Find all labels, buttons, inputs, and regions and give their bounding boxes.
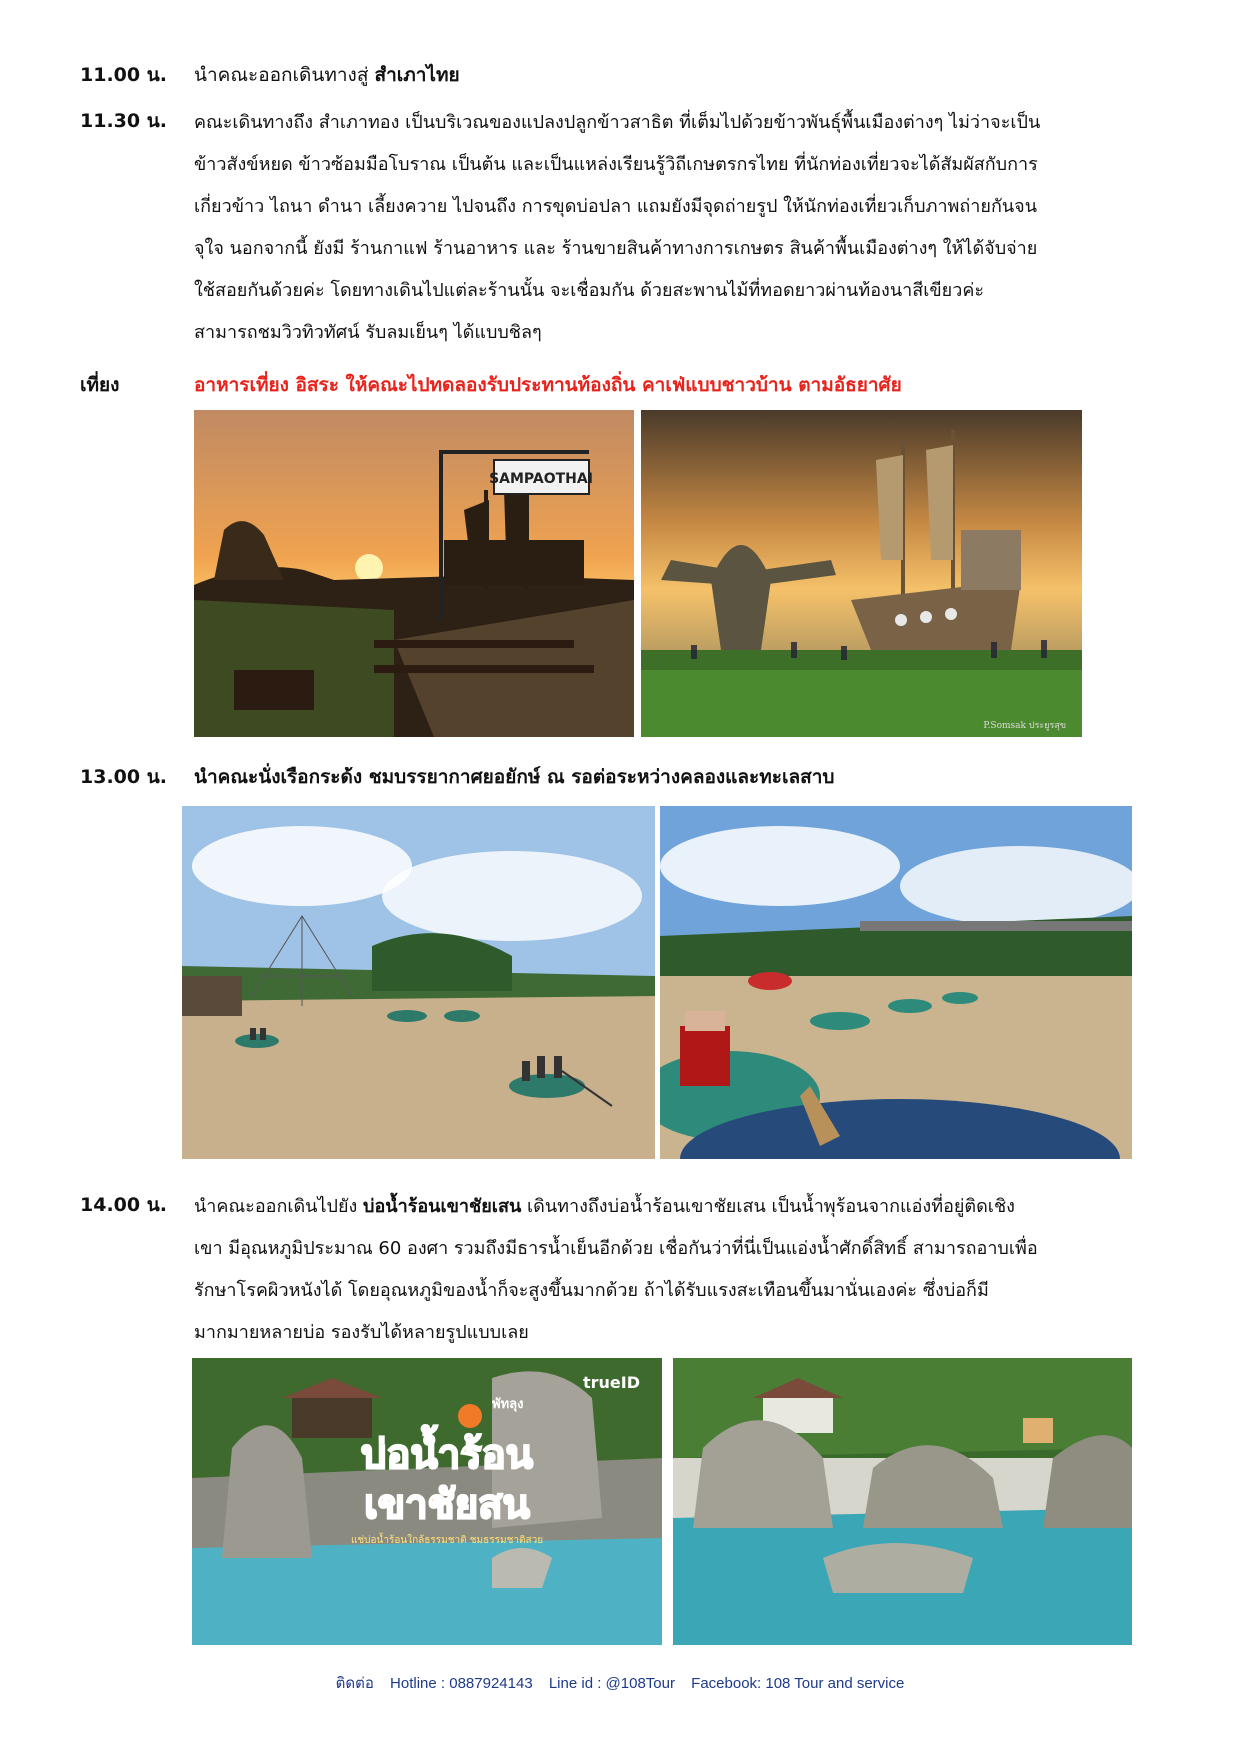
footer-hotline: Hotline : 0887924143 [390,1675,533,1692]
photo-basket-boats-lake [182,806,655,1159]
footer-facebook: Facebook: 108 Tour and service [691,1675,905,1692]
item-1400-suffix: เดินทางถึงบ่อน้ำร้อนเขาชัยเสน เป็นน้ำพุร้อนจากแอ่งที่อยู่ติดเชิง [526,1196,1015,1217]
photo-basket-boats-river [660,806,1132,1159]
sign-sampaothai: SAMPAOTHAI [489,471,593,487]
item-1130-line-1: คณะเดินทางถึง สำเภาทอง เป็นบริเวณของแปลงปลูกข้าวสาธิต ที่เต็มไปด้วยข้าวพันธุ์พื้นเมืองต่างๆ ไม่ว่าจะเป็น [194,112,1041,133]
item-1130-line-2: ข้าวสังข์หยด ข้าวซ้อมมือโบราณ เป็นต้น และเป็นแหล่งเรียนรู้วิถีเกษตรกรไทย ที่นักท่องเที่ยวจะได้สัมผัสกับการ [194,154,1038,175]
lunch-note: อาหารเที่ยง อิสระ ให้คณะไปทดลองรับประทานท้องถิ่น คาเฟ่แบบชาวบ้าน ตามอัธยาศัย [194,374,902,396]
item-1130-paragraph [194,102,1154,354]
time-1300: 13.00 น. [80,766,167,788]
time-1100: 11.00 น. [80,64,167,86]
photo-hotspring-pool [673,1358,1132,1645]
photo-hotspring-title [192,1358,662,1645]
time-1130: 11.30 น. [80,110,167,132]
time-noon: เที่ยง [80,374,120,396]
item-1400-line-4: มากมายหลายบ่อ รองรับได้หลายรูปแบบเลย [194,1322,529,1343]
photo-ship-statue [641,410,1082,737]
item-1100-destination: สำเภาไทย [374,64,460,86]
item-1400-paragraph [194,1186,1154,1354]
hotspring-caption: แช่บ่อน้ำร้อนใกล้ธรรมชาติ ชมธรรมชาติสวย [350,1535,544,1546]
item-1400-line-1 [194,1186,1154,1228]
photo-sampaothai-sunset [194,410,634,737]
time-1400: 14.00 น. [80,1194,167,1216]
hotspring-title-2: เขาชัยสน [364,1482,530,1528]
item-1400-destination: บ่อน้ำร้อนเขาชัยเสน [363,1196,522,1217]
item-1130-line-4: จุใจ นอกจากนี้ ยังมี ร้านกาแฟ ร้านอาหาร และ ร้านขายสินค้าทางการเกษตร สินค้าพื้นเมืองต่างๆ ให้ได้จับจ่าย [194,238,1038,259]
item-1400-prefix: นำคณะออกเดินไปยัง [194,1196,358,1217]
item-1130-line-5: ใช้สอยกันด้วยค่ะ โดยทางเดินไปแต่ละร้านนั้น จะเชื่อมกัน ด้วยสะพานไม้ที่ทอดยาวผ่านท้องนาสีเขียวค่ะ [194,280,985,301]
photo-credit: P.Somsak ประยูรสุข [983,721,1066,731]
item-1300-text: นำคณะนั่งเรือกระด้ง ชมบรรยากาศยอยักษ์ ณ รอต่อระหว่างคลองและทะเลสาบ [194,766,835,788]
hotspring-province: พัทลุง [492,1397,524,1412]
item-1130-line-6: สามารถชมวิวทิวทัศน์ รับลมเย็นๆ ได้แบบชิลๆ [194,322,542,343]
item-1400-line-3: รักษาโรคผิวหนังได้ โดยอุณหภูมิของน้ำก็จะสูงขึ้นมากด้วย ถ้าได้รับแรงสะเทือนขึ้นมานั่นเองค่ะ ซึ่งบ่อก็มี [194,1280,989,1301]
footer-line-id: Line id : @108Tour [548,1675,675,1692]
item-1100-text [194,56,1154,94]
footer-contact-label: ติดต่อ [335,1675,374,1692]
footer-contact [0,1671,1240,1695]
trueid-logo: trueID [582,1373,640,1392]
item-1100-prefix: นำคณะออกเดินทางสู่ [194,64,369,86]
item-1130-line-3: เกี่ยวข้าว ไถนา ดำนา เลี้ยงควาย ไปจนถึง การขุดบ่อปลา แถมยังมีจุดถ่ายรูป ให้นักท่องเที่ยวเก็บภาพถ่ายกันจน [194,196,1038,217]
hotspring-title-1: บ่อน้ำร้อน [360,1432,534,1478]
item-1400-line-2: เขา มีอุณหภูมิประมาณ 60 องศา รวมถึงมีธารน้ำเย็นอีกด้วย เชื่อกันว่าที่นี่เป็นแอ่งน้ำศักดิ์สิทธิ์ สามารถอาบเพื่อ [194,1238,1038,1259]
